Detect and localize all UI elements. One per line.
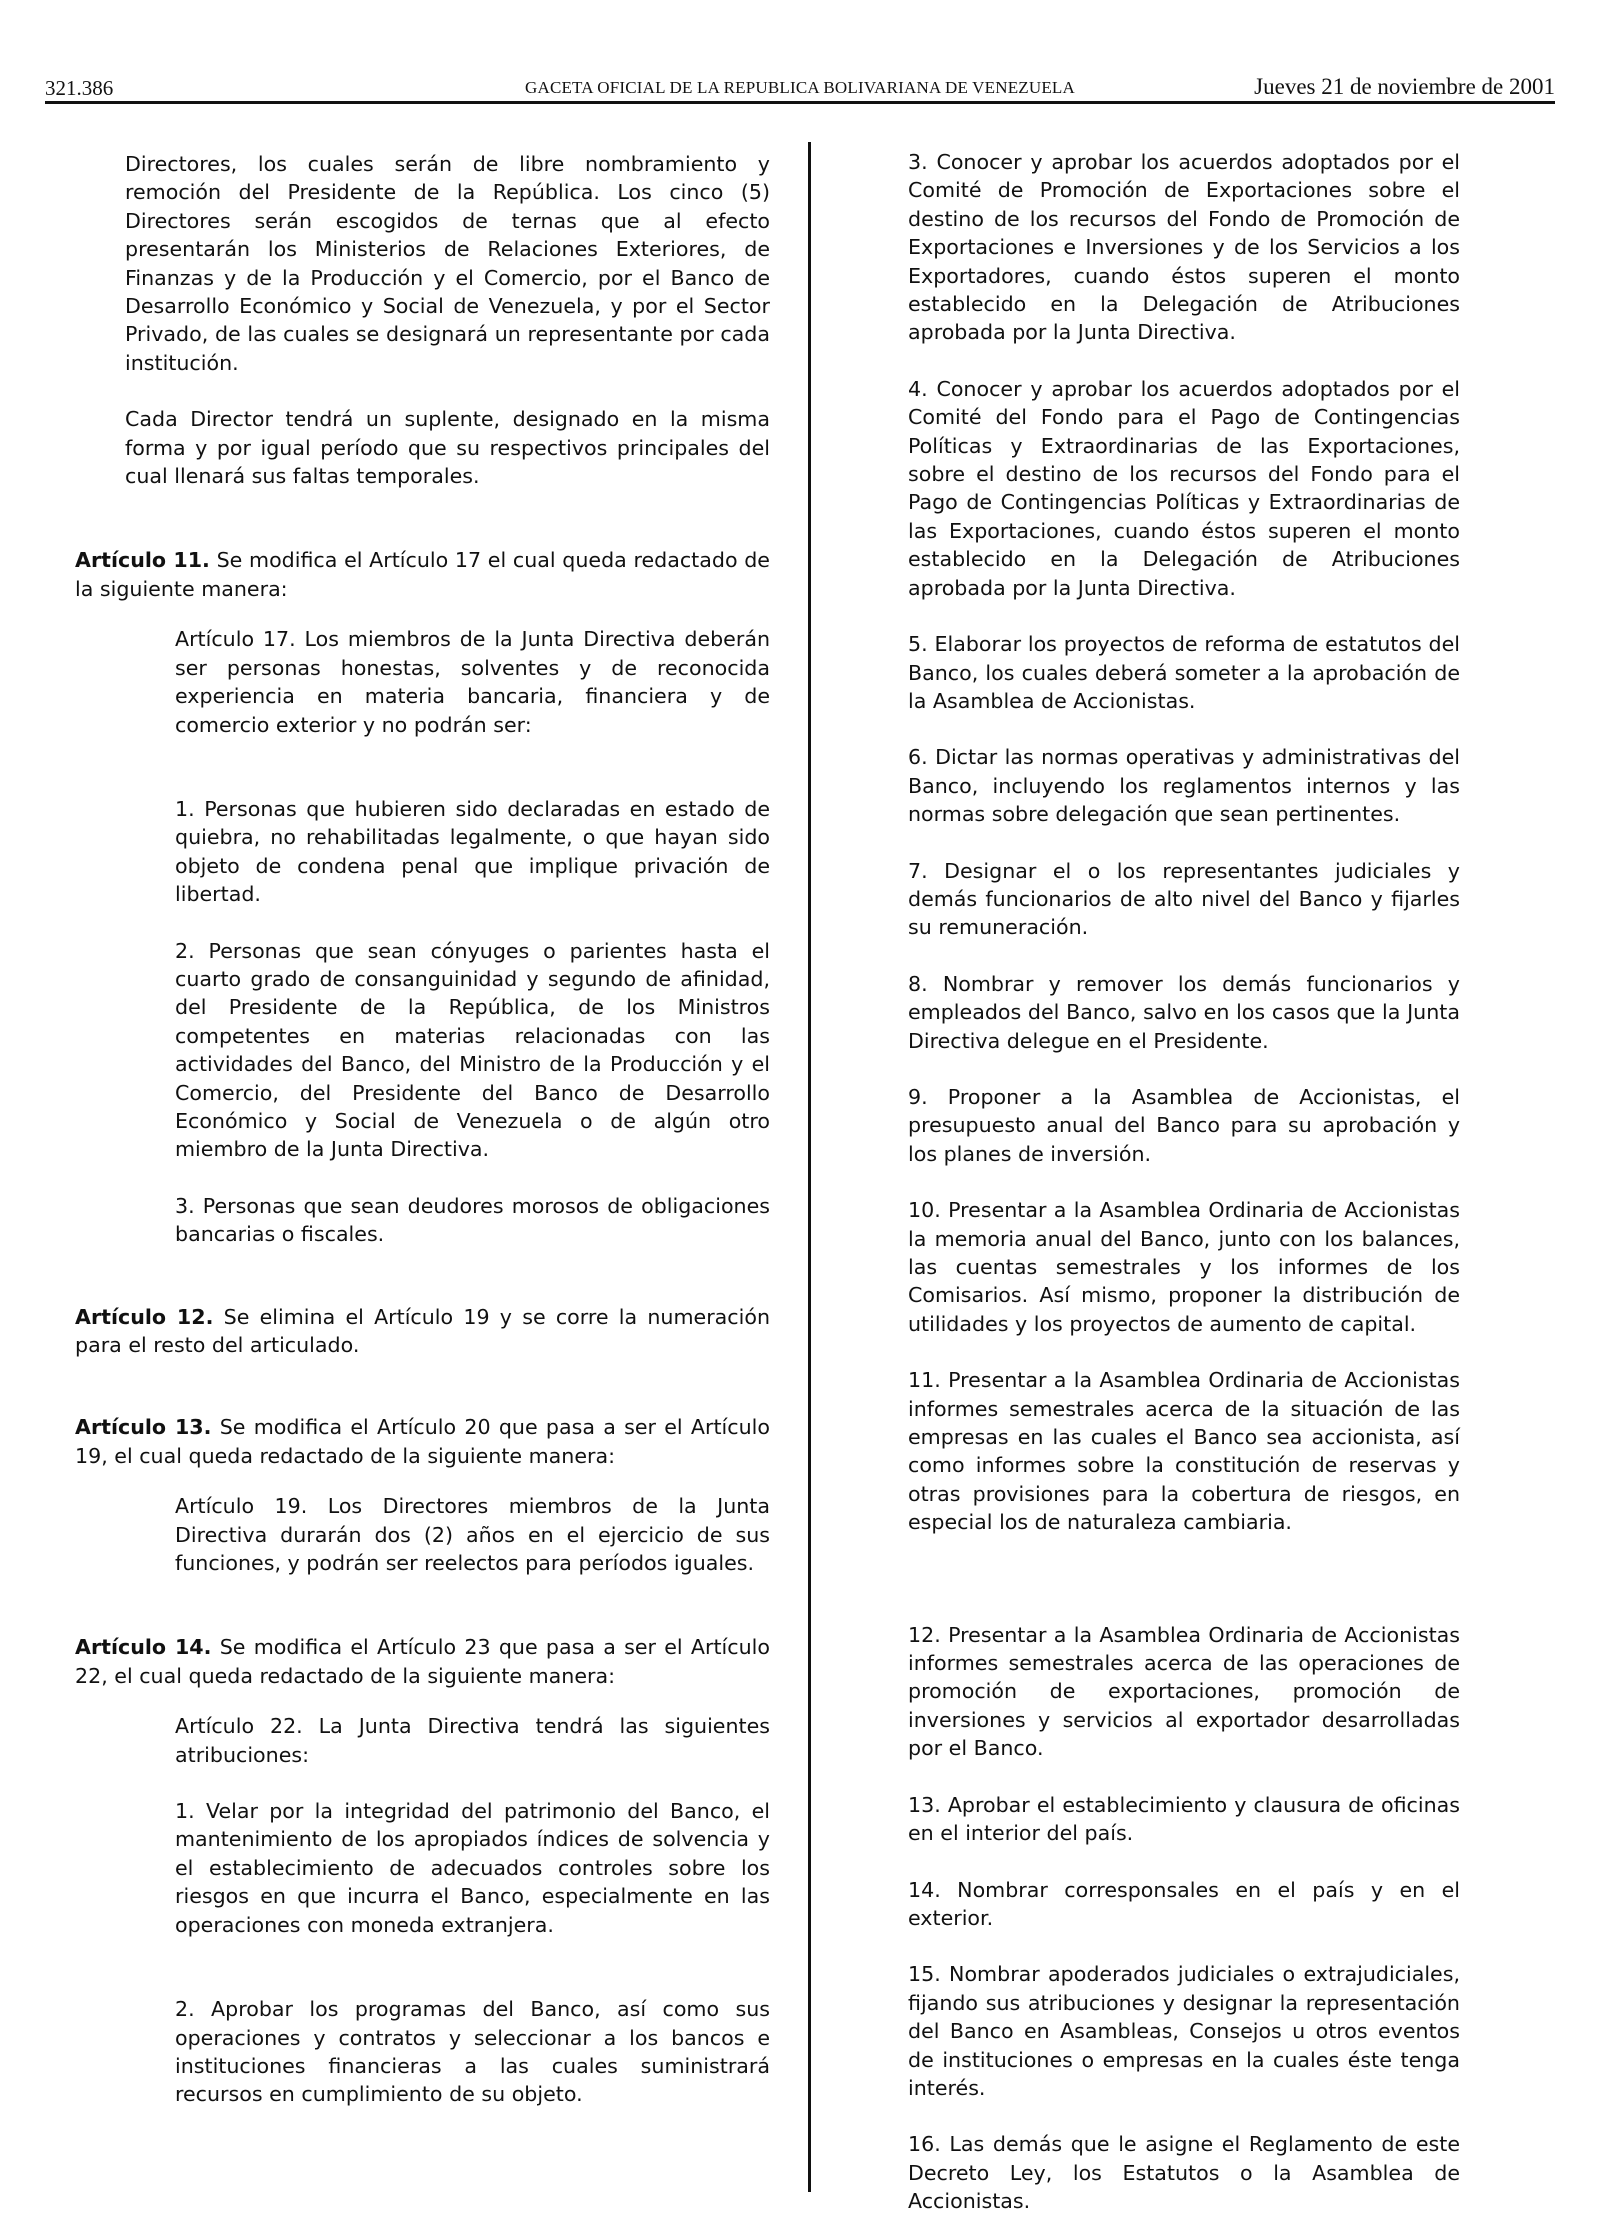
article-label: Artículo 12.: [75, 1304, 214, 1329]
list-item: 3. Personas que sean deudores morosos de obligaciones bancarias o fiscales.: [175, 1193, 770, 1247]
quoted-article: Artículo 17. Los miembros de la Junta Directiva deberán ser personas honestas, solventes y de reconocida experiencia en materia bancaria, financiera y de comercio exterior y no podrán ser:: [175, 627, 770, 737]
article-14: [75, 1633, 770, 1690]
list-item: 10. Presentar a la Asamblea Ordinaria de Accionistas la memoria anual del Banco, junto con los balances, las cuentas semestrales y los informes de los Comisarios. Así mismo, proponer la distribución de utilidades y los proyectos de aumento de capital.: [908, 1198, 1460, 1336]
list-item: 8. Nombrar y remover los demás funcionarios y empleados del Banco, salvo en los casos que la Junta Directiva delegue en el Presidente.: [908, 971, 1460, 1053]
article-13: [75, 1413, 770, 1470]
right-column: [908, 148, 1460, 2216]
paragraph: Cada Director tendrá un suplente, designado en la misma forma y por igual período que su respectivos principales del cual llenará sus faltas temporales.: [125, 407, 770, 489]
article-text: Se elimina el Artículo 19 y se corre la numeración para el resto del articulado.: [75, 1304, 770, 1357]
column-divider: [808, 142, 811, 2192]
list-item: 11. Presentar a la Asamblea Ordinaria de Accionistas informes semestrales acerca de la situación de las empresas en las cuales el Banco sea accionista, así como informes sobre la constitución de reservas y otras provisiones para la cobertura de riesgos, en especial los de naturaleza cambiaria.: [908, 1368, 1460, 1535]
header-rule: [45, 101, 1555, 104]
list-item: 4. Conocer y aprobar los acuerdos adoptados por el Comité del Fondo para el Pago de Contingencias Políticas y Extraordinarias de las Exportaciones, sobre el destino de los recursos del Fondo para el Pago de Contingencias Políticas y Extraordinarias de las Exportaciones, cuando éstos superen el monto establecido en la Delegación de Atribuciones aprobada por la Junta Directiva.: [908, 376, 1460, 600]
article-text: Se modifica el Artículo 23 que pasa a ser el Artículo 22, el cual queda redactado de la siguiente manera:: [75, 1635, 770, 1688]
article-text: Se modifica el Artículo 17 el cual queda redactado de la siguiente manera:: [75, 548, 770, 601]
list-item: 2. Aprobar los programas del Banco, así como sus operaciones y contratos y seleccionar a los bancos e instituciones financieras a las cuales suministrará recursos en cumplimiento de su objeto.: [175, 1997, 770, 2107]
article-text: Se modifica el Artículo 20 que pasa a ser el Artículo 19, el cual queda redactado de la siguiente manera:: [75, 1415, 770, 1468]
list-item: 16. Las demás que le asigne el Reglamento de este Decreto Ley, los Estatutos o la Asamblea de Accionistas.: [908, 2132, 1460, 2214]
article-12: [75, 1303, 770, 1360]
list-item: 1. Personas que hubieren sido declaradas en estado de quiebra, no rehabilitadas legalmente, o que hayan sido objeto de condena penal que implique privación de libertad.: [175, 796, 770, 907]
article-11: [75, 546, 770, 603]
list-item: 5. Elaborar los proyectos de reforma de estatutos del Banco, los cuales deberá someter a la aprobación de la Asamblea de Accionistas.: [908, 632, 1460, 713]
paragraph: Directores, los cuales serán de libre nombramiento y remoción del Presidente de la República. Los cinco (5) Directores serán escogidos de ternas que al efecto presentarán los Ministerios de Relaciones Exteriores, de Finanzas y de la Producción y el Comercio, por el Banco de Desarrollo Económico y Social de Venezuela, y por el Sector Privado, de las cuales se designará un representante por cada institución.: [125, 152, 770, 375]
article-label: Artículo 14.: [75, 1635, 212, 1660]
page-number: 321.386: [45, 76, 114, 100]
left-column: [75, 148, 770, 2109]
list-item: 15. Nombrar apoderados judiciales o extrajudiciales, fijando sus atribuciones y designar la representación del Banco en Asambleas, Consejos u otros eventos de instituciones o empresas en la cuales éste tenga interés.: [908, 1962, 1460, 2100]
list-item: 1. Velar por la integridad del patrimonio del Banco, el mantenimiento de los apropiados índices de solvencia y el establecimiento de adecuados controles sobre los riesgos en que incurra el Banco, especialmente en las operaciones con moneda extranjera.: [175, 1799, 770, 1937]
list-item: 6. Dictar las normas operativas y administrativas del Banco, incluyendo los reglamentos internos y las normas sobre delegación que sean pertinentes.: [908, 745, 1460, 827]
list-item: 9. Proponer a la Asamblea de Accionistas, el presupuesto anual del Banco para su aprobación y los planes de inversión.: [908, 1084, 1460, 1166]
quoted-article: Artículo 19. Los Directores miembros de la Junta Directiva durarán dos (2) años en el ejercicio de sus funciones, y podrán ser reelectos para períodos iguales.: [175, 1494, 770, 1576]
list-item: 2. Personas que sean cónyuges o parientes hasta el cuarto grado de consanguinidad y segundo de afinidad, del Presidente de la República, de los Ministros competentes en materias relacionadas con las actividades del Banco, del Ministro de la Producción y el Comercio, del Presidente del Banco de Desarrollo Económico y Social de Venezuela o de algún otro miembro de la Junta Directiva.: [175, 938, 770, 1162]
issue-date: Jueves 21 de noviembre de 2001: [1254, 74, 1555, 99]
page-header: [45, 70, 1555, 104]
article-label: Artículo 11.: [75, 548, 210, 573]
quoted-article: Artículo 22. La Junta Directiva tendrá las siguientes atribuciones:: [175, 1714, 770, 1767]
list-item: 7. Designar el o los representantes judiciales y demás funcionarios de alto nivel del Banco y fijarles su remuneración.: [908, 858, 1460, 940]
list-item: 13. Aprobar el establecimiento y clausura de oficinas en el interior del país.: [908, 1792, 1460, 1846]
article-label: Artículo 13.: [75, 1415, 212, 1440]
list-item: 14. Nombrar corresponsales en el país y en el exterior.: [908, 1877, 1460, 1930]
gazette-title: GACETA OFICIAL DE LA REPUBLICA BOLIVARIANA DE VENEZUELA: [524, 78, 1075, 97]
list-item: 12. Presentar a la Asamblea Ordinaria de Accionistas informes semestrales acerca de las operaciones de promoción de exportaciones, promoción de inversiones y servicios al exportador desarrolladas por el Banco.: [908, 1622, 1460, 1761]
list-item: 3. Conocer y aprobar los acuerdos adoptados por el Comité de Promoción de Exportaciones sobre el destino de los recursos del Fondo de Promoción de Exportaciones e Inversiones y de los Servicios a los Exportadores, cuando éstos superen el monto establecido en la Delegación de Atribuciones aprobada por la Junta Directiva.: [908, 150, 1460, 345]
